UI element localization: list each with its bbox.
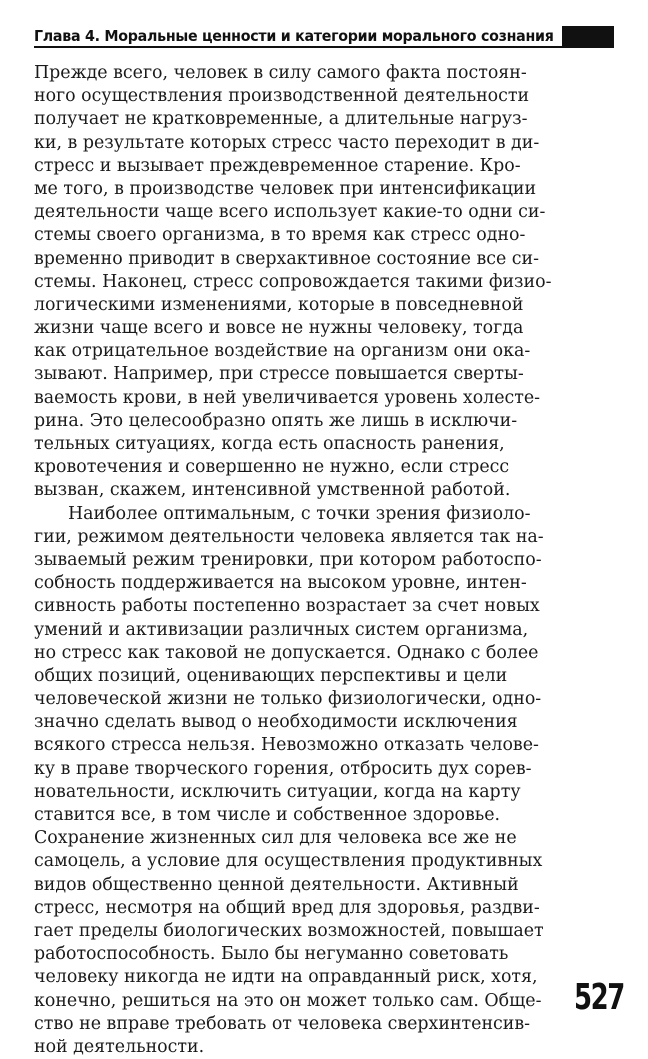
text-line: ме того, в производстве человек при интенсификации — [34, 178, 537, 199]
text-line: стресс и вызывает преждевременное старение. Кро- — [34, 155, 521, 176]
text-line: деятельности чаще всего использует какие-то одни си- — [34, 202, 546, 223]
text-line: конечно, решиться на это он может только сам. Обще- — [34, 990, 542, 1011]
text-line: умений и активизации различных систем организма, — [34, 619, 529, 640]
text-line: как отрицательное воздействие на организм они ока- — [34, 341, 531, 362]
text-line: временно приводит в сверхактивное состояние все си- — [34, 248, 540, 269]
text-line: но стресс как таковой не допускается. Однако с более — [34, 642, 539, 663]
text-line: вызван, скажем, интенсивной умственной работой. — [34, 480, 511, 501]
text-line: ку в праве творческого горения, отбросить дух сорев- — [34, 758, 532, 779]
text-line: собность поддерживается на высоком уровне, интен- — [34, 573, 527, 594]
paragraph-first-line: Наиболее оптимальным, с точки зрения физиоло- — [68, 503, 531, 524]
text-line: зываемый режим тренировки, при котором работоспо- — [34, 549, 542, 570]
text-line: логическими изменениями, которые в повседневной — [34, 294, 524, 315]
text-line: кровотечения и совершенно не нужно, если стресс — [34, 457, 510, 478]
text-line: ставится все, в том числе и собственное здоровье. — [34, 805, 501, 825]
text-line: новательности, исключить ситуации, когда на карту — [34, 781, 521, 802]
text-line: всякого стресса нельзя. Невозможно отказать челове- — [34, 735, 539, 756]
text-line: стресс, несмотря на общий вред для здоровья, раздви- — [34, 897, 540, 918]
text-line: гии, режимом деятельности человека является так на- — [34, 526, 544, 547]
text-line: человеческой жизни не только физиологически, одно- — [34, 689, 542, 710]
text-line: Прежде всего, человек в силу самого факта постоян- — [34, 63, 527, 83]
text-line: ваемость крови, в ней увеличивается уровень холесте- — [34, 387, 541, 408]
text-line: ной деятельности. — [34, 1036, 205, 1057]
text-line: ство не вправе требовать от человека сверхинтенсив- — [34, 1013, 531, 1034]
text-line: человеку никогда не идти на оправданный риск, хотя, — [34, 967, 538, 988]
text-line: гает пределы биологических возможностей, повышает — [34, 920, 544, 941]
text-line: работоспособность. Было бы негуманно советовать — [34, 944, 509, 965]
text-line: ки, в результате которых стресс часто переходит в ди- — [34, 132, 540, 153]
text-line: видов общественно ценной деятельности. Активный — [34, 874, 519, 895]
text-line: получает не кратковременные, а длительные нагруз- — [34, 109, 528, 130]
text-line: Сохранение жизненных сил для человека все же не — [34, 828, 517, 849]
text-line: значно сделать вывод о необходимости исключения — [34, 712, 518, 733]
text-line: общих позиций, оценивающих перспективы и цели — [34, 665, 508, 686]
text-line: рина. Это целесообразно опять же лишь в исключи- — [34, 410, 518, 431]
page-number: 527 — [574, 977, 624, 1018]
text-line: тельных ситуациях, когда есть опасность ранения, — [34, 434, 505, 454]
text-line: стемы своего организма, в то время как стресс одно- — [34, 225, 526, 246]
text-line: ного осуществления производственной деятельности — [34, 86, 530, 107]
text-line: жизни чаще всего и вовсе не нужны человеку, тогда — [34, 318, 524, 339]
text-line: сивность работы постепенно возрастает за счет новых — [34, 596, 540, 617]
text-line: самоцель, а условие для осуществления продуктивных — [34, 851, 543, 872]
header-rule — [34, 46, 564, 48]
body-text — [34, 62, 564, 1059]
chapter-title: Глава 4. Моральные ценности и категории морального сознания — [34, 27, 554, 45]
text-line: стемы. Наконец, стресс сопровождается такими физио- — [34, 271, 552, 292]
header-block — [562, 26, 614, 48]
text-line: зывают. Например, при стрессе повышается сверты- — [34, 364, 524, 385]
running-header — [34, 24, 614, 50]
